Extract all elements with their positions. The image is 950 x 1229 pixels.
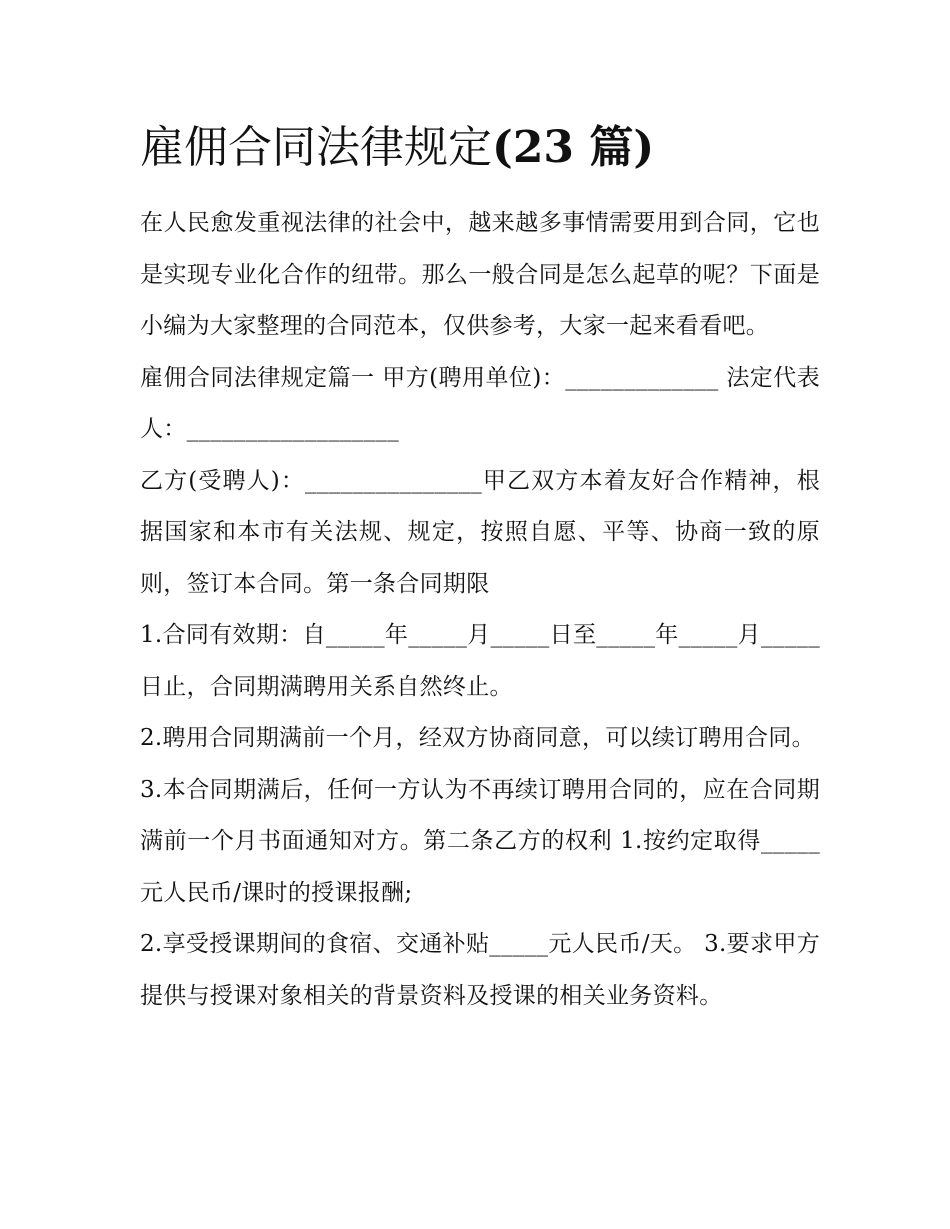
document-title-text: 雇佣合同法律规定 (140, 122, 492, 173)
document-title (140, 118, 820, 178)
paragraph-term-notice: 3.本合同期满后，任何一方认为不再续订聘用合同的，应在合同期满前一个月书面通知对方。第二条乙方的权利 1.按约定取得_____元人民币/课时的授课报酬; (140, 776, 820, 906)
paragraph-party-b: 乙方(受聘人)：_______________甲乙双方本着友好合作精神，根据国家和本市有关法规、规定，按照自愿、平等、协商一致的原则，签订本合同。第一条合同期限 (140, 467, 820, 597)
paragraph-term-renewal: 2.聘用合同期满前一个月，经双方协商同意，可以续订聘用合同。 (140, 725, 815, 751)
paragraph-term-validity: 1.合同有效期：自_____年_____月_____日至_____年_____月_____日止，合同期满聘用关系自然终止。 (140, 622, 820, 700)
paragraph-intro: 在人民愈发重视法律的社会中，越来越多事情需要用到合同，它也是实现专业化合作的纽带。那么一般合同是怎么起草的呢？下面是小编为大家整理的合同范本，仅供参考，大家一起来看看吧。 (140, 210, 820, 339)
document-body (140, 118, 820, 1022)
document-title-count: (23 篇) (492, 122, 655, 173)
paragraph-party-a: 雇佣合同法律规定篇一 甲方(聘用单位)：_____________ 法定代表人：__________________ (140, 364, 820, 442)
paragraph-rights: 2.享受授课期间的食宿、交通补贴_____元人民币/天。 3.要求甲方提供与授课对象相关的背景资料及授课的相关业务资料。 (140, 931, 820, 1009)
